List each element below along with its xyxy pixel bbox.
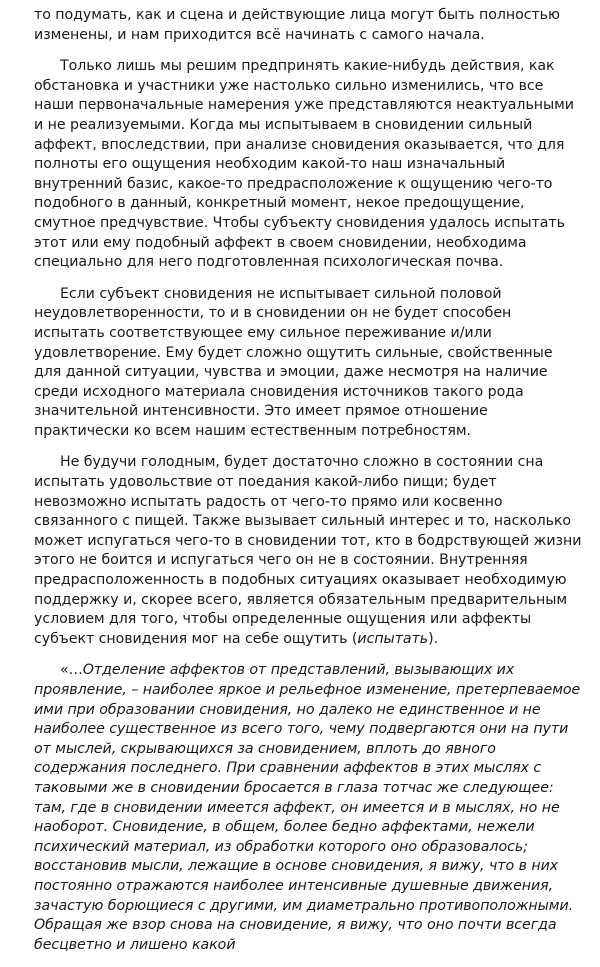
paragraph-affect-preconditions: Только лишь мы решим предпринять какие-нибудь действия, как обстановка и участники уже настолько сильно изменились, что все наши первоначальные намерения уже представляются неактуальными и не реализуемыми. Когда мы испытываем в сновидении сильный аффект, впоследствии, при анализе сновидения оказывается, что для полноты его ощущения необходим какой-то наш изначальный внутренний базис, какое-то предрасположение к ощущению чего-то подобного в данный, конкретный момент, некое предощущение, смутное предчувствие. Чтобы субъекту сновидения удалось испытать этот или ему подобный аффект в своем сновидении, необходима специально для него подготовленная психологическая почва.	[34, 58, 574, 271]
document-page	[34, 6, 582, 967]
quotation-text: Отделение аффектов от представлений, вызывающих их проявление, – наиболее яркое и рельефное изменение, претерпеваемое ими при образовании сновидения, но далеко не единственное и не наиболее существенное из всего того, чему подвергаются они на пути от мыслей, скрывающихся за сновидением, вплоть до явного содержания последнего. При сравнении аффектов в этих мыслях с таковыми же в сновидении бросается в глаза тотчас же следующее: там, где в сновидении имеется аффект, он имеется и в мыслях, но не наоборот. Сновидение, в общем, более бедно аффектами, нежели психический материал, из обработки которого оно образовалось; восстановив мысли, лежащие в основе сновидения, я вижу, что в них постоянно отражаются наиболее интенсивные душевные движения, зачастую борющиеся с другими, им диаметрально противоположными. Обращая же взор снова на сновидение, я вижу, что оно почти всегда бесцветно и лишено какой	[34, 662, 581, 953]
paragraph-continuation: то подумать, как и сцена и действующие лица могут быть полностью изменены, и нам приходится всё начинать с самого начала.	[34, 7, 560, 43]
paragraph-hunger-fear-end: ).	[428, 630, 439, 647]
paragraph-hunger-fear-text: Не будучи голодным, будет достаточно сложно в состоянии сна испытать удовольствие от поедания какой-либо пищи; будет невозможно испытать радость от чего-то прямо или косвенно связанного с пищей. Также вызывает сильный интерес и то, насколько может испугаться чего-то в сновидении тот, кто в бодрствующей жизни этого не боится и испугаться чего он не в состоянии. Внутренняя предрасположенность в подобных ситуациях оказывает необходимую поддержку и, скорее всего, является обязательным предварительным условием для того, чтобы определенные ощущения или аффекты субъект сновидения мог на себе ощутить (	[34, 454, 582, 647]
paragraph-hunger-fear-italic: испытать	[357, 630, 429, 647]
paragraph-quotation	[34, 661, 582, 955]
paragraph-hunger-fear	[34, 453, 582, 649]
paragraph-sexual-needs: Если субъект сновидения не испытывает сильной половой неудовлетворенности, то и в сновидении он не будет способен испытать соответствующее ему сильное переживание и/или удовлетворение. Ему будет сложно ощутить сильные, свойственные для данной ситуации, чувства и эмоции, даже несмотря на наличие среди исходного материала сновидения источников такого рода значительной интенсивности. Это имеет прямое отношение практически ко всем нашим естественным потребностям.	[34, 285, 553, 439]
quotation-open-mark: «…	[60, 662, 83, 679]
